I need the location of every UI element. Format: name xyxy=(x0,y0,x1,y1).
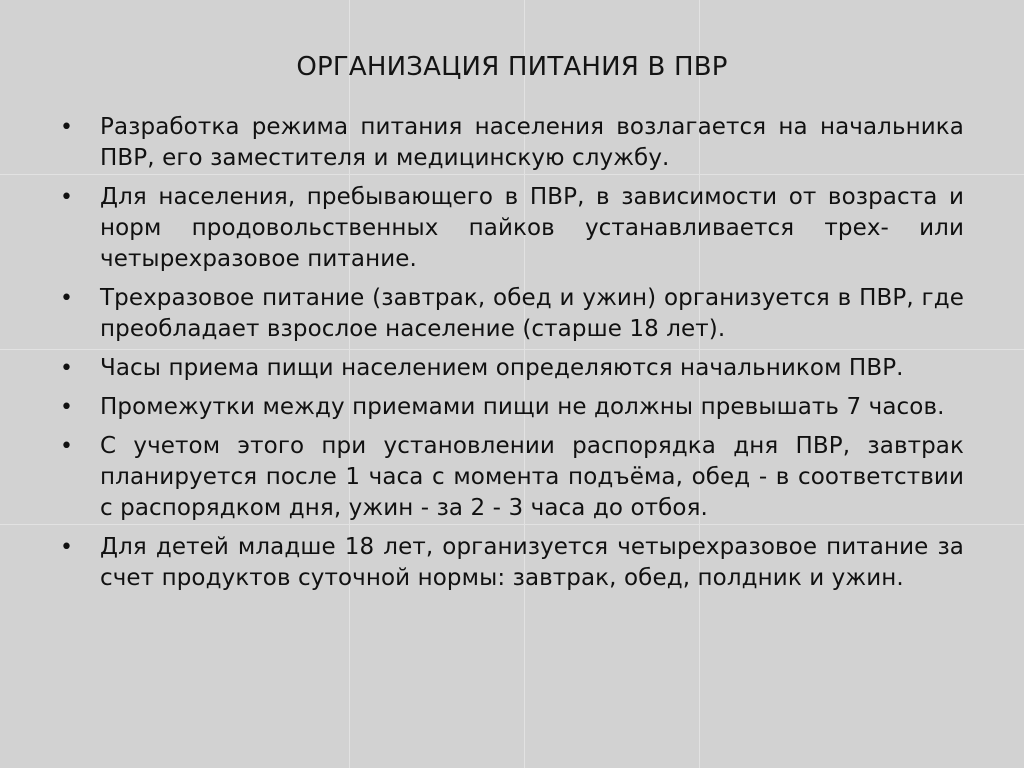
bullet-dot-icon: • xyxy=(60,434,73,459)
bullet-item xyxy=(60,112,964,174)
bullet-text: Для населения, пребывающего в ПВР, в зависимости от возраста и норм продовольственных пайков устанавливается трех- или четырехразовое питание. xyxy=(100,184,964,272)
bullet-item xyxy=(60,353,964,384)
bullet-item xyxy=(60,392,964,423)
bullet-text: Трехразовое питание (завтрак, обед и ужин) организуется в ПВР, где преобладает взрослое население (старше 18 лет). xyxy=(100,285,964,342)
bullet-dot-icon: • xyxy=(60,356,73,381)
bullet-text: Промежутки между приемами пищи не должны превышать 7 часов. xyxy=(100,394,945,420)
bullet-dot-icon: • xyxy=(60,185,73,210)
bullet-dot-icon: • xyxy=(60,395,73,420)
bullet-text: С учетом этого при установлении распорядка дня ПВР, завтрак планируется после 1 часа с момента подъёма, обед - в соответствии с распорядком дня, ужин - за 2 - 3 часа до отбоя. xyxy=(100,433,964,521)
bullet-item xyxy=(60,532,964,594)
bullet-item xyxy=(60,283,964,345)
bullet-item xyxy=(60,182,964,275)
bullet-item xyxy=(60,431,964,524)
bullet-dot-icon: • xyxy=(60,115,73,140)
bullet-dot-icon: • xyxy=(60,286,73,311)
bullet-dot-icon: • xyxy=(60,535,73,560)
bullet-text: Часы приема пищи населением определяются начальником ПВР. xyxy=(100,355,904,381)
bullet-text: Разработка режима питания населения возлагается на начальника ПВР, его заместителя и медицинскую службу. xyxy=(100,114,964,171)
slide-title: ОРГАНИЗАЦИЯ ПИТАНИЯ В ПВР xyxy=(296,52,728,82)
bullet-list xyxy=(60,112,964,602)
bullet-text: Для детей младше 18 лет, организуется четырехразовое питание за счет продуктов суточной нормы: завтрак, обед, полдник и ужин. xyxy=(100,534,964,591)
